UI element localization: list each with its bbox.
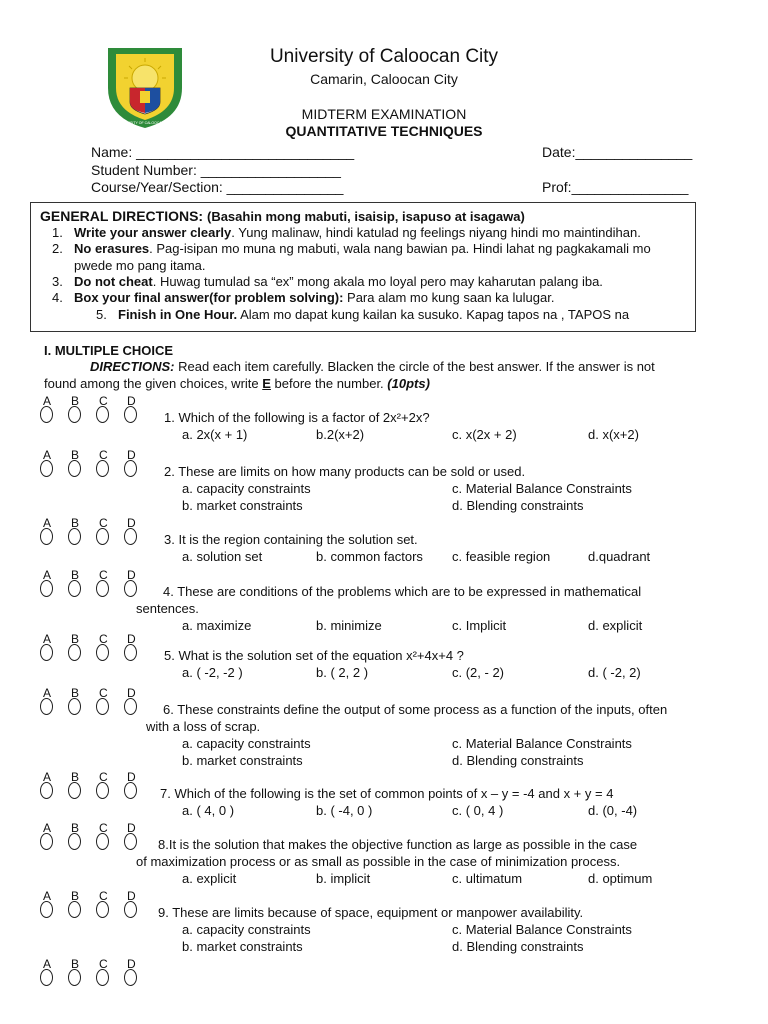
direction-item [74, 258, 206, 273]
answer-letter: D [127, 568, 136, 582]
answer-letter: B [71, 516, 80, 530]
answer-option: c. Material Balance Constraints [452, 736, 632, 751]
mc-directions-label: DIRECTIONS: [90, 359, 175, 374]
answer-option: d.quadrant [588, 549, 651, 564]
answer-letter: D [127, 889, 136, 903]
question-text: 9. These are limits because of space, equipment or manpower availability. [158, 905, 584, 920]
answer-bubble-b[interactable] [68, 969, 81, 986]
university-name: University of Caloocan City [269, 46, 499, 67]
answer-option: c. Material Balance Constraints [452, 481, 632, 496]
direction-text: . Yung malinaw, hindi katulad ng feelings niyang hindi mo maintindihan. [231, 225, 641, 240]
answer-option: c. Material Balance Constraints [452, 922, 632, 937]
answer-letter: B [71, 568, 80, 582]
mc-directions-line2 [44, 376, 430, 391]
direction-item [52, 274, 603, 289]
answer-option: a. maximize [182, 618, 252, 633]
answer-bubble-b[interactable] [68, 782, 81, 799]
directions-subtitle: (Basahin mong mabuti, isaisip, isapuso at isagawa) [206, 209, 525, 224]
direction-text: . Huwag tumulad sa “ex” mong akala mo loyal pero may kaharutan palang iba. [152, 274, 603, 289]
answer-option: a. capacity constraints [182, 481, 311, 496]
answer-option: b.2(x+2) [316, 427, 365, 442]
direction-text: . Pag-isipan mo muna ng mabuti, wala nang bawian pa. Hindi lahat ng pagkakamali mo [149, 241, 651, 256]
direction-text: Alam mo dapat kung kailan ka susuko. Kapag tapos na , TAPOS na [237, 307, 630, 322]
answer-bubble-c[interactable] [96, 833, 109, 850]
answer-letter: C [99, 516, 108, 530]
direction-bold: Write your answer clearly [74, 225, 232, 240]
answer-option: b. minimize [316, 618, 382, 633]
general-directions-title [40, 208, 525, 224]
direction-number: 4. [52, 290, 63, 305]
answer-bubble-d[interactable] [124, 406, 137, 423]
answer-letter: A [43, 686, 52, 700]
question-text: 7. Which of the following is the set of common points of x – y = -4 and x + y = 4 [160, 786, 614, 801]
answer-option: b. ( 2, 2 ) [316, 665, 369, 680]
answer-bubble-c[interactable] [96, 580, 109, 597]
question-text: of maximization process or as small as possible in the case of minimization process. [136, 854, 621, 869]
direction-bold: No erasures [74, 241, 150, 256]
answer-letter: A [43, 568, 52, 582]
direction-bold: Do not cheat [74, 274, 153, 289]
direction-number: 2. [52, 241, 63, 256]
answer-letter: C [99, 394, 108, 408]
answer-bubble-b[interactable] [68, 580, 81, 597]
answer-letter: D [127, 821, 136, 835]
question-10-answer-row [0, 957, 768, 991]
answer-option: a. explicit [182, 871, 237, 886]
answer-bubble-b[interactable] [68, 698, 81, 715]
mc-directions-e: E [262, 376, 271, 391]
answer-letter: A [43, 821, 52, 835]
direction-number: 1. [52, 225, 63, 240]
answer-option: a. capacity constraints [182, 922, 311, 937]
answer-letter: B [71, 632, 80, 646]
question-text: with a loss of scrap. [146, 719, 261, 734]
answer-option: d. ( -2, 2) [588, 665, 641, 680]
answer-letter: A [43, 632, 52, 646]
answer-bubble-b[interactable] [68, 833, 81, 850]
answer-letter: D [127, 448, 136, 462]
answer-letter: B [71, 821, 80, 835]
answer-letter: D [127, 632, 136, 646]
answer-letter: C [99, 957, 108, 971]
answer-letter: D [127, 516, 136, 530]
answer-option: b. implicit [316, 871, 371, 886]
answer-letter: B [71, 889, 80, 903]
directions-title: GENERAL DIRECTIONS: [40, 208, 204, 224]
mc-directions-text2b: before the number. [270, 376, 388, 391]
answer-bubble-a[interactable] [40, 580, 53, 597]
answer-bubble-c[interactable] [96, 698, 109, 715]
question-text: 5. What is the solution set of the equation x²+4x+4 ? [164, 648, 464, 663]
answer-bubble-d[interactable] [124, 698, 137, 715]
answer-bubble-d[interactable] [124, 901, 137, 918]
answer-bubble-b[interactable] [68, 901, 81, 918]
answer-bubble-a[interactable] [40, 644, 53, 661]
answer-option: b. market constraints [182, 753, 303, 768]
answer-letter: B [71, 770, 80, 784]
answer-option: d. explicit [588, 618, 643, 633]
direction-item [52, 225, 641, 240]
answer-letter: D [127, 686, 136, 700]
answer-option: d. Blending constraints [452, 753, 584, 768]
answer-option: d. x(x+2) [588, 427, 639, 442]
direction-text: Para alam mo kung saan ka lulugar. [343, 290, 555, 305]
answer-option: d. optimum [588, 871, 653, 886]
question-text: 3. It is the region containing the solution set. [164, 532, 418, 547]
answer-letter: A [43, 889, 52, 903]
question-text: 4. These are conditions of the problems which are to be expressed in mathematical [163, 584, 642, 599]
answer-bubble-a[interactable] [40, 782, 53, 799]
answer-bubble-a[interactable] [40, 833, 53, 850]
answer-letter: D [127, 394, 136, 408]
answer-bubble-a[interactable] [40, 528, 53, 545]
answer-option: a. capacity constraints [182, 736, 311, 751]
question-text: 2. These are limits on how many products can be sold or used. [164, 464, 526, 479]
answer-option: b. market constraints [182, 498, 303, 513]
answer-option: d. Blending constraints [452, 498, 584, 513]
answer-bubble-a[interactable] [40, 460, 53, 477]
answer-letter: D [127, 957, 136, 971]
answer-option: d. (0, -4) [588, 803, 638, 818]
answer-letter: C [99, 770, 108, 784]
answer-option: c. ultimatum [452, 871, 523, 886]
direction-bold: Box your final answer(for problem solving): [74, 290, 344, 305]
answer-bubble-d[interactable] [124, 782, 137, 799]
answer-letter: B [71, 448, 80, 462]
subject-title: QUANTITATIVE TECHNIQUES [285, 123, 483, 139]
answer-letter: C [99, 632, 108, 646]
question-6 [0, 686, 768, 766]
question-text: 6. These constraints define the output of some process as a function of the inputs, often [163, 702, 668, 717]
answer-option: c. ( 0, 4 ) [452, 803, 504, 818]
answer-bubble-b[interactable] [68, 528, 81, 545]
answer-option: b. common factors [316, 549, 423, 564]
answer-bubble-d[interactable] [124, 833, 137, 850]
date-field[interactable]: Date:_______________ [542, 144, 693, 160]
student-number-field[interactable]: Student Number: __________________ [91, 162, 341, 178]
answer-letter: C [99, 568, 108, 582]
answer-bubble-b[interactable] [68, 406, 81, 423]
answer-bubble-d[interactable] [124, 460, 137, 477]
question-text: 8.It is the solution that makes the objective function as large as possible in the case [158, 837, 638, 852]
answer-bubble-a[interactable] [40, 406, 53, 423]
answer-letter: B [71, 394, 80, 408]
answer-letter: C [99, 889, 108, 903]
answer-bubble-a[interactable] [40, 969, 53, 986]
direction-number: 3. [52, 274, 63, 289]
prof-field[interactable]: Prof:_______________ [542, 179, 689, 195]
answer-option: c. feasible region [452, 549, 551, 564]
answer-letter: C [99, 686, 108, 700]
university-location: Camarin, Caloocan City [310, 71, 458, 87]
answer-bubble-c[interactable] [96, 406, 109, 423]
answer-option: c. (2, - 2) [452, 665, 505, 680]
answer-bubble-c[interactable] [96, 969, 109, 986]
answer-option: b. market constraints [182, 939, 303, 954]
answer-bubble-d[interactable] [124, 969, 137, 986]
answer-bubble-d[interactable] [124, 580, 137, 597]
answer-bubble-c[interactable] [96, 644, 109, 661]
question-text: sentences. [136, 601, 199, 616]
answer-bubble-c[interactable] [96, 782, 109, 799]
multiple-choice-heading: I. MULTIPLE CHOICE [44, 343, 174, 358]
direction-bold: Finish in One Hour. [118, 307, 238, 322]
mc-directions-text2a: found among the given choices, write [44, 376, 263, 391]
answer-letter: A [43, 770, 52, 784]
name-field[interactable]: Name: ____________________________ [91, 144, 355, 160]
answer-bubble-c[interactable] [96, 528, 109, 545]
answer-letter: A [43, 516, 52, 530]
answer-option: a. ( 4, 0 ) [182, 803, 235, 818]
exam-title: MIDTERM EXAMINATION [301, 106, 467, 122]
answer-bubble-b[interactable] [68, 644, 81, 661]
answer-letter: A [43, 448, 52, 462]
mc-directions-text1: Read each item carefully. Blacken the circle of the best answer. If the answer is not [174, 359, 655, 374]
mc-directions-line1 [90, 359, 655, 374]
answer-letter: B [71, 686, 80, 700]
answer-option: a. ( -2, -2 ) [182, 665, 243, 680]
answer-letter: A [43, 394, 52, 408]
answer-letter: C [99, 448, 108, 462]
answer-bubble-a[interactable] [40, 901, 53, 918]
course-field[interactable]: Course/Year/Section: _______________ [91, 179, 344, 195]
answer-bubble-c[interactable] [96, 901, 109, 918]
answer-letter: A [43, 957, 52, 971]
answer-bubble-d[interactable] [124, 644, 137, 661]
direction-item [52, 241, 651, 256]
answer-option: d. Blending constraints [452, 939, 584, 954]
question-text: 1. Which of the following is a factor of 2x²+2x? [164, 410, 430, 425]
answer-bubble-a[interactable] [40, 698, 53, 715]
answer-option: c. x(2x + 2) [452, 427, 517, 442]
answer-letter: D [127, 770, 136, 784]
direction-item [52, 290, 554, 305]
direction-text: pwede mo pang itama. [74, 258, 206, 273]
answer-bubble-d[interactable] [124, 528, 137, 545]
answer-letter: B [71, 957, 80, 971]
seal-text: UNIVERSITY OF CALOOCAN CITY [116, 121, 174, 125]
answer-option: a. solution set [182, 549, 263, 564]
answer-letter: C [99, 821, 108, 835]
answer-option: b. ( -4, 0 ) [316, 803, 373, 818]
answer-option: c. Implicit [452, 618, 507, 633]
direction-item [96, 307, 629, 322]
answer-option: a. 2x(x + 1) [182, 427, 248, 442]
answer-bubble-c[interactable] [96, 460, 109, 477]
mc-directions-points: (10pts) [387, 376, 430, 391]
answer-bubble-b[interactable] [68, 460, 81, 477]
direction-number: 5. [96, 307, 107, 322]
